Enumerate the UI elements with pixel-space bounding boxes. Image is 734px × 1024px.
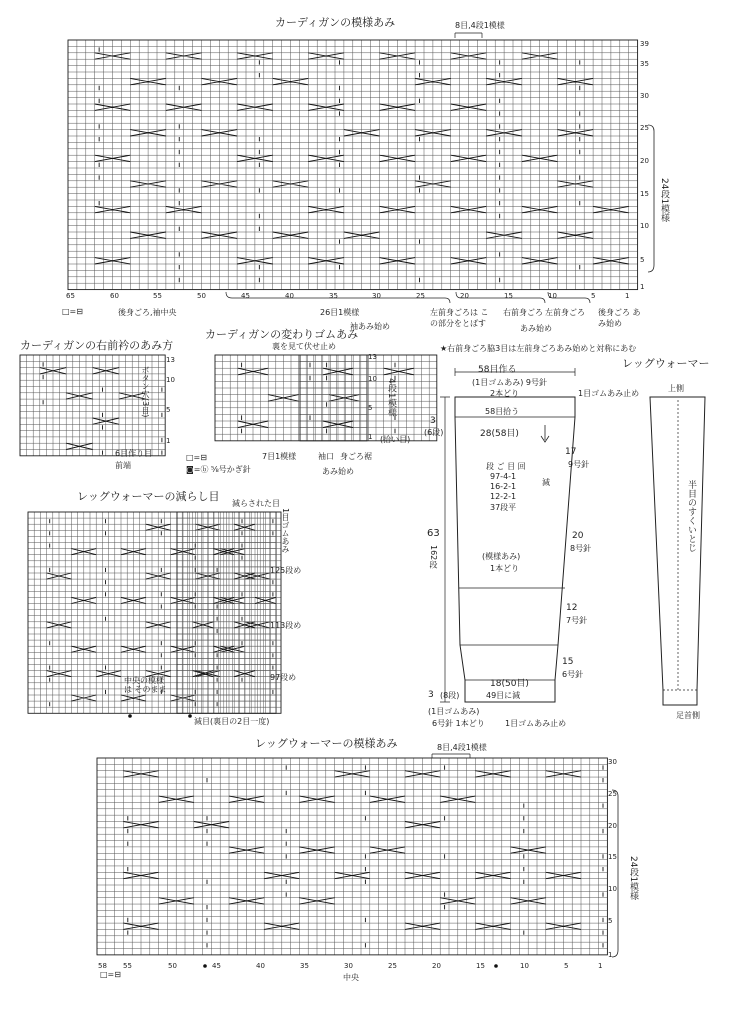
cardigan-col-tick: 15 [504,292,513,300]
cardigan-col-tick: 30 [372,292,381,300]
leg-row-repeat: 24段1模様 [628,856,638,901]
marker-dot-2 [494,964,498,968]
leg-bottom-label: 足首側 [676,711,700,720]
sch-total-h: 63 [427,528,440,539]
leg-repeat-label: 8目,4段1模様 [437,743,487,752]
sch-dec-line-1: 97-4-1 [490,472,517,481]
sch-cast-on: 58目作る [478,365,517,375]
note-26: 26目1模様 [320,308,360,317]
leg-row-tick: 10 [608,885,617,893]
sch-seg1-needle: 9号針 [568,460,590,469]
rib-legend1: □=⊟ [186,453,207,462]
leg-col-tick: 58 [98,962,107,970]
cardigan-row-tick: 35 [640,60,649,68]
leg-seam-label: 半目のすくいとじ [686,480,696,552]
front-band-cast-on: 6目作り目 [115,449,153,458]
leg-col-tick: 45 [212,962,221,970]
front-band-edge: 前端 [115,461,131,470]
cardigan-col-tick: 35 [329,292,338,300]
sch-bottom-end: 1目ゴムあみ止め [505,719,567,728]
cardigan-col-tick: 55 [153,292,162,300]
sch-total-rows: 162段 [429,545,438,569]
front-band-tick: 13 [166,356,175,364]
leg-pattern-grid [97,758,607,955]
dec-eye: 減らされた目 [232,499,280,508]
rib-row-label: 4段1模様 [386,378,396,417]
rib-tick: 1 [368,433,373,441]
leg-col-tick: 5 [564,962,569,970]
decrease-chart-title: レッグウォーマーの減らし目 [77,490,220,503]
sch-rib-end: 1目ゴムあみ止め [578,389,640,398]
sch-bottom-rib-h: 3 [428,690,434,700]
dec-center-note: 中央の模様は そのまま [124,676,167,694]
dec-row125: 125段め [270,566,302,575]
sch-top-width: 28(58目) [480,429,519,439]
rib-pattern-grid-2 [300,355,437,441]
cardigan-brace-2 [456,292,545,303]
cardigan-row-tick: 1 [640,283,645,291]
rib-note-pick: (拾い目) [380,435,411,444]
rib-tick: 10 [368,375,377,383]
sch-top-rib-rows: (6段) [424,428,444,437]
rib-pattern-title: カーディガンの変わりゴムあみ [205,328,359,341]
note-left-front2: 左前身ごろ [545,308,585,317]
sch-pick: 58目拾う [485,407,520,416]
cardigan-row-tick: 5 [640,256,645,264]
cardigan-col-tick: 5 [591,292,596,300]
marker-dot-3 [203,964,207,968]
note-right-back: 右前身ごろ [503,308,543,317]
cardigan-row-tick: 39 [640,40,649,48]
sch-dec-line-4: 37段平 [490,503,517,512]
dec-note: 減目(裏目の2目一度) [194,717,270,726]
rib-bind-off: 裏を見て伏せ止め [272,342,336,351]
sch-rib-top: (1目ゴムあみ) 9号針 [472,378,547,387]
leg-col-tick: 40 [256,962,265,970]
leg-row-bracket [612,790,618,957]
sch-dec-title: 段 ご 目 回 [486,462,526,471]
front-band-tick: 10 [166,376,175,384]
sch-pattern: (模様あみ) [482,552,521,561]
cardigan-col-tick: 20 [460,292,469,300]
sch-bottom-needle: 6号針 1本どり [432,719,485,728]
sch-seg3: 12 [566,603,578,613]
sch-seg2-needle: 8号針 [570,544,592,553]
rib-repeat: 7目1模様 [262,452,297,461]
cardigan-row-tick: 25 [640,124,649,132]
marker-dot-0 [128,714,132,718]
note-left-front: 左前身ごろは この部分をとばす [430,308,489,328]
note-start: あみ始め [520,324,552,333]
leg-legend: □=⊟ [100,970,121,979]
dec-row113: 113段め [270,621,302,630]
cardigan-row-tick: 30 [640,92,649,100]
leg-top-label: 上側 [668,384,684,393]
leg-col-tick: 25 [388,962,397,970]
marker-dot-1 [188,714,192,718]
leg-col-tick: 10 [520,962,529,970]
schematic-arrow [541,425,549,442]
rib-pattern-grid [215,355,367,441]
front-band-tick: 1 [166,437,171,445]
sch-bottom-rib: (1目ゴムあみ) [428,707,480,716]
cardigan-col-tick: 45 [241,292,250,300]
dec-row97: 97段め [270,673,297,682]
leg-row-tick: 30 [608,758,617,766]
leg-warmer-title: レッグウォーマー [622,357,710,370]
rib-note-body: 身ごろ裾 [340,452,372,461]
cardigan-col-tick: 40 [285,292,294,300]
cardigan-repeat-label: 8目,4段1模様 [455,21,505,30]
leg-col-tick: 55 [123,962,132,970]
cardigan-col-tick: 1 [625,292,630,300]
leg-row-tick: 15 [608,853,617,861]
leg-col-tick: 30 [344,962,353,970]
star-note: ★右前身ごろ脇3目は左前身ごろあみ始めと対称にあむ [440,344,637,353]
cardigan-col-tick: 60 [110,292,119,300]
front-band-side-note: ボタン穴(3目) [141,366,150,418]
leg-row-tick: 5 [608,917,613,925]
cardigan-col-tick: 65 [66,292,75,300]
sch-seg2: 20 [572,531,584,541]
leg-col-tick: 15 [476,962,485,970]
front-band-title: カーディガンの右前衿のあみ方 [20,339,174,352]
note-back-center: 後身ごろ,袖中央 [118,308,177,317]
rib-tick: 13 [368,353,377,361]
cardigan-pattern-grid [68,40,638,290]
leg-col-tick: 35 [300,962,309,970]
leg-row-tick: 25 [608,790,617,798]
sch-seg1: 17 [565,447,577,457]
sch-top-rib-h: 3 [430,416,436,426]
sch-dec-line-3: 12-2-1 [490,492,517,501]
leg-col-tick: 1 [598,962,603,970]
sch-one-strand: 1本どり [490,564,520,573]
leg-col-tick: 20 [432,962,441,970]
cardigan-row-tick: 20 [640,157,649,165]
sch-bottom-width: 18(50目) [490,679,529,689]
note-back-start: 後身ごろ あみ始め [598,308,641,328]
cardigan-row-bracket [648,125,654,272]
cardigan-row-repeat: 24段1模様 [659,178,669,223]
front-band-tick: 5 [166,406,171,414]
rib-note-start: あみ始め [322,467,354,476]
cardigan-col-tick: 10 [548,292,557,300]
cardigan-row-tick: 15 [640,190,649,198]
sch-seg4-needle: 6号針 [562,670,584,679]
cardigan-col-tick: 50 [197,292,206,300]
sch-seg3-needle: 7号針 [566,616,588,625]
sch-bottom-dec: 49目に減 [486,691,521,700]
dec-rib: 1目ゴムあみ [281,508,290,554]
sch-dec-line-2: 16-2-1 [490,482,517,491]
sch-dec-side: 減 [542,478,550,487]
note-sleeve-start: 袖あみ始め [350,322,390,331]
cardigan-legend: □=⊟ [62,307,83,316]
leg-repeat-bracket [432,754,470,758]
cardigan-pattern-title: カーディガンの模様あみ [275,16,396,29]
decrease-grid-right [177,512,281,713]
rib-note-sleeve: 袖口 [318,452,334,461]
rib-tick: 5 [368,404,373,412]
leg-pattern-title: レッグウォーマーの模様あみ [255,737,398,750]
sch-seg4: 15 [562,657,574,667]
leg-center: 中央 [343,973,359,982]
cardigan-repeat-bracket [455,33,482,38]
sch-two-strand: 2本どり [490,389,520,398]
cardigan-col-tick: 25 [416,292,425,300]
schematic-height-dim [440,397,450,702]
leg-row-tick: 1 [608,951,613,959]
rib-legend2: ◙=ⓑ ⅝号かぎ針 [186,465,251,474]
leg-row-tick: 20 [608,822,617,830]
sch-bottom-rib-rows: (8段) [440,691,460,700]
cardigan-row-tick: 10 [640,222,649,230]
leg-col-tick: 50 [168,962,177,970]
